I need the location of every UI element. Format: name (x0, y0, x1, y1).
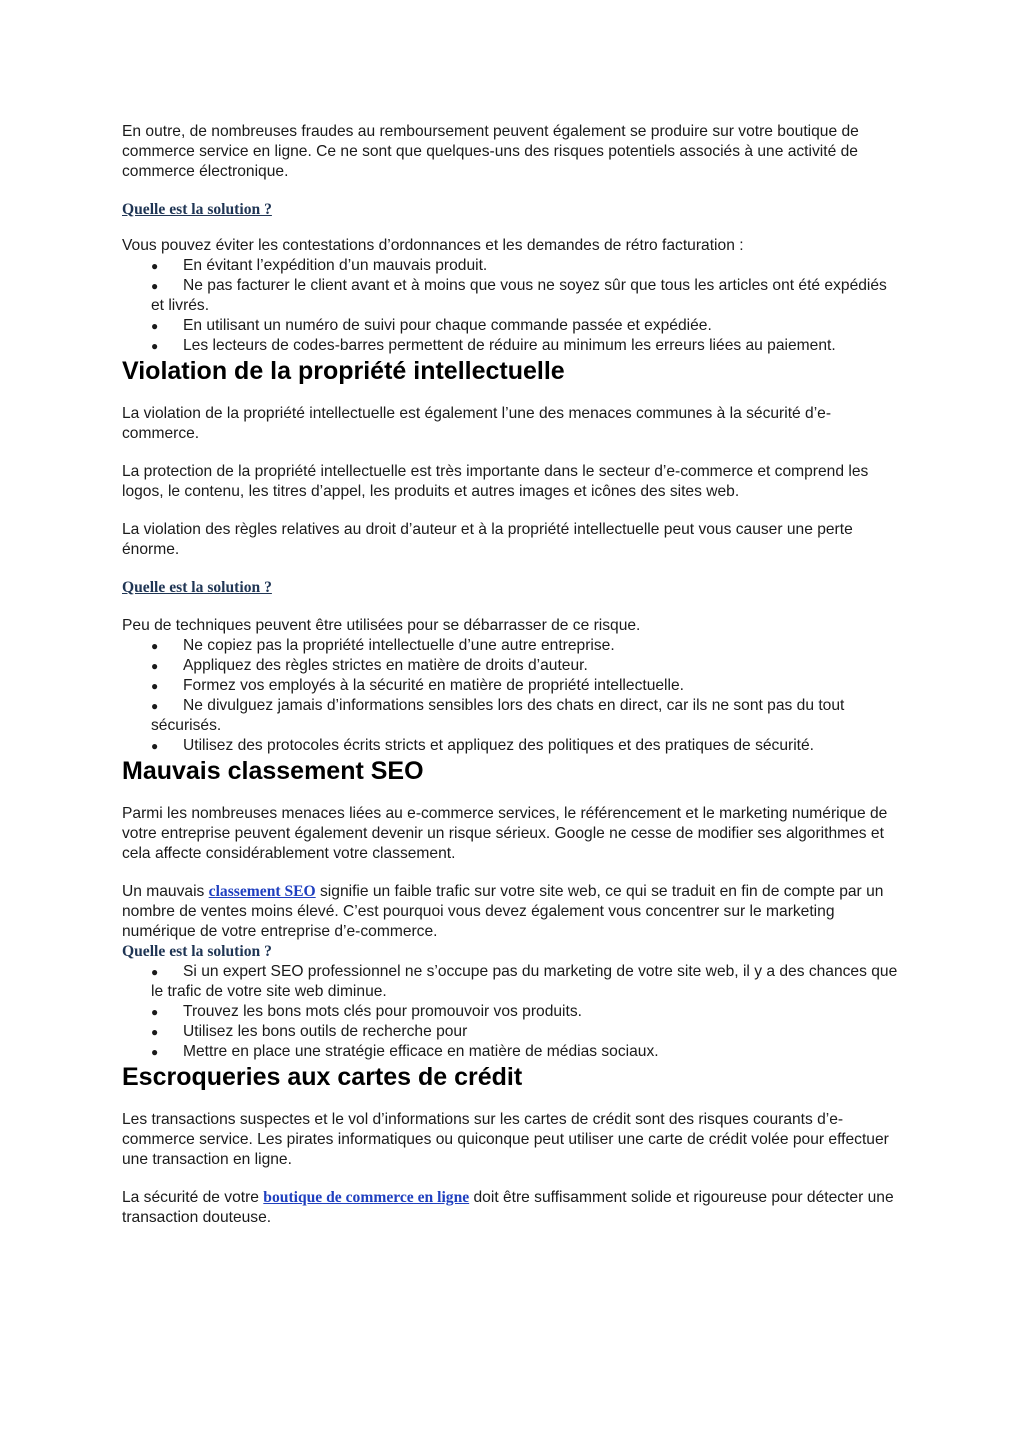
intro-paragraph: En outre, de nombreuses fraudes au remboursement peuvent également se produire sur votre boutique de commerce service en ligne. Ce ne sont que quelques-uns des risques potentiels associés à une activité de commerce électronique. (122, 123, 859, 180)
section4-paragraph-2: La sécurité de votre boutique de commerce en ligne doit être suffisamment solide et rigoureuse pour détecter une transaction douteuse. (122, 1189, 894, 1226)
bullet-icon: ● (151, 639, 159, 653)
bullet-icon: ● (151, 319, 159, 333)
section2-lead: Peu de techniques peuvent être utilisées pour se débarrasser de ce risque. (122, 617, 641, 634)
bullet-icon: ● (151, 679, 159, 693)
bullet-icon: ● (151, 699, 159, 713)
section4-paragraph-1: Les transactions suspectes et le vol d’informations sur les cartes de crédit sont des risques courants d’e-commerce service. Les pirates informatiques ou quiconque peut utiliser une carte de crédit volée pour effectuer une transaction en ligne. (122, 1111, 889, 1168)
list-item: ● En utilisant un numéro de suivi pour chaque commande passée et expédiée. (151, 317, 712, 334)
section1-lead: Vous pouvez éviter les contestations d’ordonnances et les demandes de rétro facturation : (122, 237, 744, 254)
solution-subheading-1: Quelle est la solution ? (122, 201, 272, 218)
bullet-icon: ● (151, 1025, 159, 1039)
list-item: ● Si un expert SEO professionnel ne s’occupe pas du marketing de votre site web, il y a des chances que le trafic de votre site web diminue. (151, 963, 898, 1000)
section3-paragraph-1: Parmi les nombreuses menaces liées au e-commerce services, le référencement et le marketing numérique de votre entreprise peuvent également devenir un risque sérieux. Google ne cesse de modifier ses algorithmes et cela affecte considérablement votre classement. (122, 805, 888, 862)
list-item: ● Mettre en place une stratégie efficace en matière de médias sociaux. (151, 1043, 659, 1060)
solution-subheading-2: Quelle est la solution ? (122, 579, 272, 596)
list-item: ● Appliquez des règles strictes en matière de droits d’auteur. (151, 657, 588, 674)
bullet-icon: ● (151, 1005, 159, 1019)
seo-ranking-link[interactable]: classement SEO (208, 883, 316, 900)
bullet-icon: ● (151, 259, 159, 273)
list-item: ● Trouvez les bons mots clés pour promouvoir vos produits. (151, 1003, 582, 1020)
solution-subheading-3: Quelle est la solution ? (122, 943, 272, 960)
bullet-icon: ● (151, 659, 159, 673)
section-heading-credit-card-fraud: Escroqueries aux cartes de crédit (122, 1063, 523, 1091)
list-item: ● Ne copiez pas la propriété intellectuelle d’une autre entreprise. (151, 637, 615, 654)
bullet-icon: ● (151, 1045, 159, 1059)
document-page (122, 122, 900, 1228)
bullet-icon: ● (151, 279, 159, 293)
section2-bullet-list (122, 636, 900, 756)
online-shop-link[interactable]: boutique de commerce en ligne (263, 1189, 470, 1206)
bullet-icon: ● (151, 339, 159, 353)
section-heading-ip-violation: Violation de la propriété intellectuelle (122, 357, 565, 385)
section2-paragraph-3: La violation des règles relatives au droit d’auteur et à la propriété intellectuelle peut vous causer une perte énorme. (122, 521, 853, 558)
list-item: ● En évitant l’expédition d’un mauvais produit. (151, 257, 488, 274)
list-item: ● Les lecteurs de codes-barres permettent de réduire au minimum les erreurs liées au paiement. (151, 337, 836, 354)
list-item: ● Utilisez des protocoles écrits stricts et appliquez des politiques et des pratiques de sécurité. (151, 737, 814, 754)
list-item: ● Ne divulguez jamais d’informations sensibles lors des chats en direct, car ils ne sont pas du tout sécurisés. (151, 697, 845, 734)
list-item: ● Formez vos employés à la sécurité en matière de propriété intellectuelle. (151, 677, 684, 694)
section-heading-seo: Mauvais classement SEO (122, 757, 424, 785)
list-item: ● Utilisez les bons outils de recherche pour (151, 1023, 468, 1040)
section3-bullet-list (122, 962, 900, 1062)
list-item: ● Ne pas facturer le client avant et à moins que vous ne soyez sûr que tous les articles ont été expédiés et livrés. (151, 277, 887, 314)
section1-bullet-list (122, 256, 900, 356)
section2-paragraph-2: La protection de la propriété intellectuelle est très importante dans le secteur d’e-commerce et comprend les logos, le contenu, les titres d’appel, les produits et autres images et icônes des sites web. (122, 463, 869, 500)
section3-paragraph-2: Un mauvais classement SEO signifie un faible trafic sur votre site web, ce qui se traduit en fin de compte par un nombre de ventes moins élevé. C’est pourquoi vous devez également vous concentrer sur le marketing numérique de votre entreprise d’e-commerce. (122, 883, 884, 940)
section2-paragraph-1: La violation de la propriété intellectuelle est également l’une des menaces communes à la sécurité d’e-commerce. (122, 405, 832, 442)
bullet-icon: ● (151, 739, 159, 753)
bullet-icon: ● (151, 965, 159, 979)
